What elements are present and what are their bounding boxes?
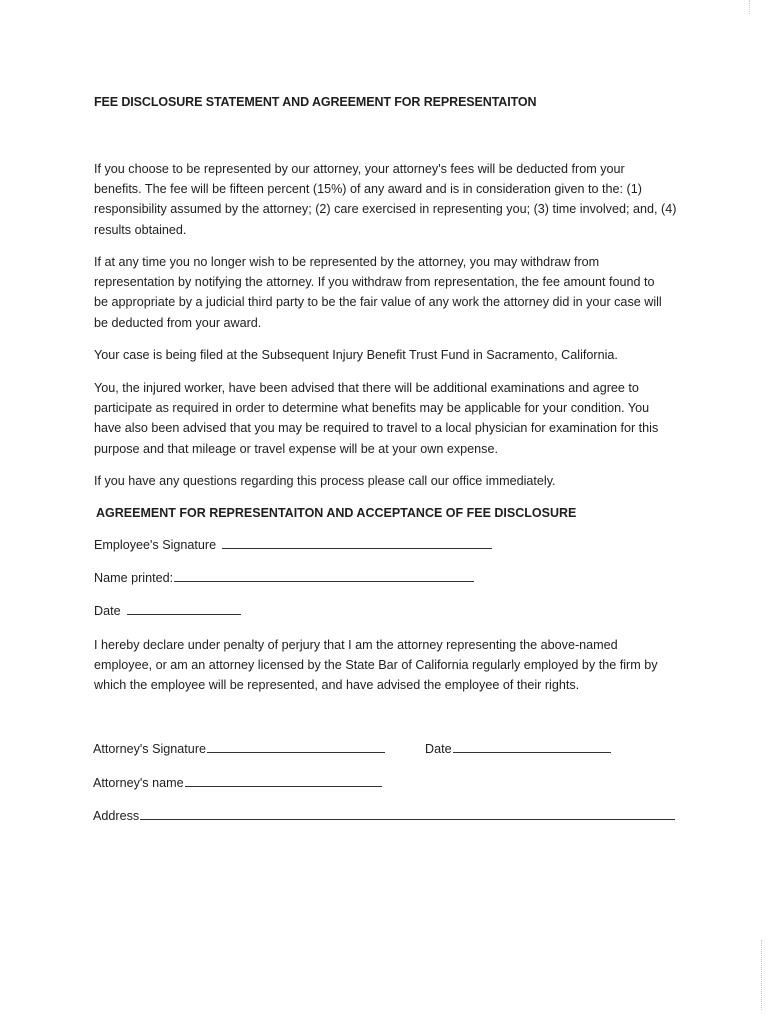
paragraph-line: be appropriate by a judicial third party to be the fair value of any work the attorney did in your case will — [94, 295, 662, 310]
name-printed-line[interactable] — [174, 580, 474, 582]
employee-date-line[interactable] — [127, 613, 241, 615]
attorney-signature-line[interactable] — [207, 751, 385, 753]
scan-artifact — [749, 0, 752, 14]
declaration-line: employee, or am an attorney licensed by the State Bar of California regularly employed by the firm by — [94, 658, 658, 673]
employee-date-label: Date — [94, 604, 121, 618]
attorney-declaration — [94, 635, 694, 696]
attorney-name-line[interactable] — [185, 785, 382, 787]
name-printed-label: Name printed: — [94, 571, 174, 585]
paragraph-line: results obtained. — [94, 222, 187, 237]
paragraph-line: Your case is being filed at the Subsequent Injury Benefit Trust Fund in Sacramento, California. — [94, 348, 618, 362]
address-label: Address — [93, 809, 140, 823]
employee-date-field[interactable] — [94, 604, 241, 618]
filing-paragraph — [94, 345, 694, 365]
name-printed-field[interactable] — [94, 571, 474, 585]
questions-paragraph — [94, 471, 694, 491]
paragraph-line: have also been advised that you may be required to travel to a local physician for examination for this — [94, 421, 659, 436]
paragraph-line: If at any time you no longer wish to be represented by the attorney, you may withdraw from — [94, 255, 600, 269]
agreement-heading: AGREEMENT FOR REPRESENTAITON AND ACCEPTANCE OF FEE DISCLOSURE — [96, 506, 577, 520]
attorney-date-line[interactable] — [453, 751, 611, 753]
fee-paragraph — [94, 159, 694, 240]
paragraph-line: If you have any questions regarding this process please call our office immediately. — [94, 474, 556, 488]
attorney-signature-field[interactable] — [93, 742, 385, 756]
document-title: FEE DISCLOSURE STATEMENT AND AGREEMENT FOR REPRESENTAITON — [94, 95, 537, 109]
paragraph-line: benefits. The fee will be fifteen percent (15%) of any award and is in consideration given to the: (1) — [94, 182, 642, 197]
declaration-line: I hereby declare under penalty of perjury that I am the attorney representing the above-named — [94, 638, 618, 652]
attorney-date-label: Date — [425, 742, 452, 756]
attorney-signature-label: Attorney's Signature — [93, 742, 207, 756]
attorney-name-field[interactable] — [93, 776, 382, 790]
scan-artifact — [761, 940, 764, 1010]
employee-signature-label: Employee's Signature — [94, 538, 217, 552]
paragraph-line: be deducted from your award. — [94, 315, 262, 330]
examinations-paragraph — [94, 378, 694, 459]
paragraph-line: purpose and that mileage or travel expense will be at your own expense. — [94, 441, 498, 456]
address-field[interactable] — [93, 809, 675, 823]
employee-signature-line[interactable] — [222, 547, 492, 549]
attorney-name-label: Attorney's name — [93, 776, 184, 790]
paragraph-line: responsibility assumed by the attorney; (2) care exercised in representing you; (3) time involved; and, (4) — [94, 202, 677, 217]
paragraph-line: participate as required in order to determine what benefits may be applicable for your condition. You — [94, 401, 650, 416]
withdrawal-paragraph — [94, 252, 694, 333]
address-line[interactable] — [140, 818, 675, 820]
employee-signature-field[interactable] — [94, 538, 492, 552]
attorney-date-field[interactable] — [425, 742, 611, 756]
paragraph-line: You, the injured worker, have been advised that there will be additional examinations and agree to — [94, 381, 639, 395]
paragraph-line: representation by notifying the attorney. If you withdraw from representation, the fee amount found to — [94, 275, 655, 290]
paragraph-line: If you choose to be represented by our attorney, your attorney's fees will be deducted from your — [94, 162, 625, 176]
declaration-line: which the employee will be represented, and have advised the employee of their rights. — [94, 678, 580, 693]
